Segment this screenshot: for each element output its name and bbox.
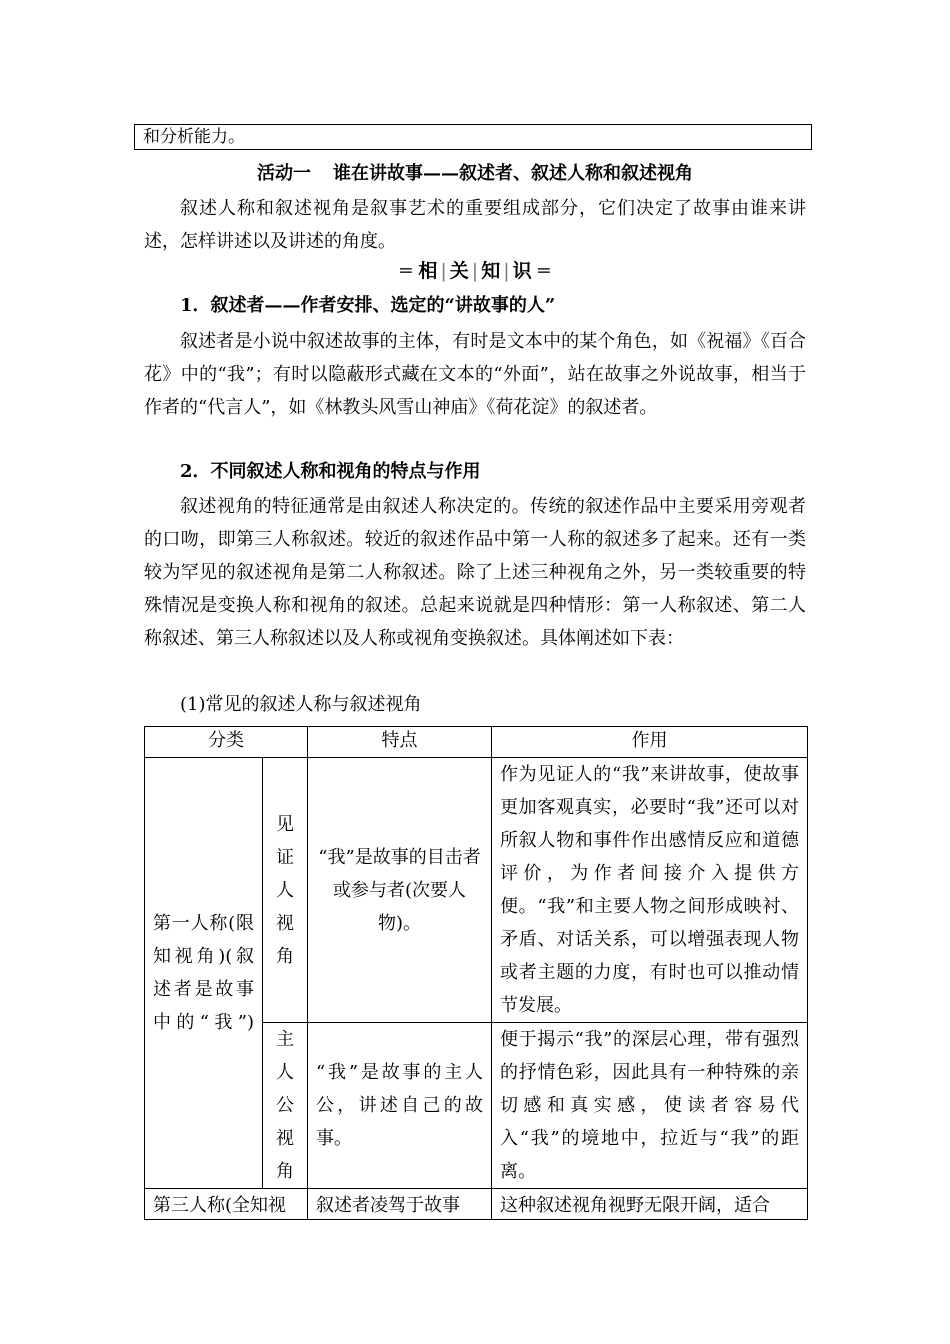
- top-box: [134, 124, 812, 150]
- effect-protagonist: 便于揭示“我”的深层心理，带有强烈的抒情色彩，因此具有一种特殊的亲切感和真实感，使读者容易代入“我”的境地中，拉近与“我”的距离。: [492, 1023, 808, 1189]
- intro-paragraph: 叙述人称和叙述视角是叙事艺术的重要组成部分，它们决定了故事由谁来讲述，怎样讲述以及讲述的角度。: [144, 198, 806, 252]
- sub-char: 角: [276, 1161, 294, 1182]
- table-row: [145, 1189, 808, 1220]
- paragraph-2: 叙述视角的特征通常是由叙述人称决定的。传统的叙述作品中主要采用旁观者的口吻，即第三人称叙述。较近的叙述作品中第一人称的叙述多了起来。还有一类较为罕见的叙述视角是第二人称叙述。除了上述三种视角之外，另一类较重要的特殊情况是变换人称和视角的叙述。总起来说就是四种情形：第一人称叙述、第二人称叙述、第三人称叙述以及人称或视角变换叙述。具体阐述如下表：: [144, 496, 806, 649]
- top-box-text: 和分析能力。: [143, 127, 245, 147]
- table-caption: (1)常见的叙述人称与叙述视角: [180, 694, 422, 715]
- feature-protagonist: “我”是故事的主人公，讲述自己的故事。: [308, 1023, 492, 1189]
- header-category: 分类: [145, 727, 308, 758]
- sub-protagonist: [263, 1023, 308, 1189]
- sub-char: 人: [276, 879, 294, 901]
- sub-char: 证: [276, 846, 294, 868]
- sub-witness: [263, 758, 308, 1023]
- third-person-feature-text: 叙述者凌驾于故事: [316, 1195, 460, 1216]
- sub-char: 视: [276, 912, 294, 934]
- section-char-2: 关: [449, 260, 469, 282]
- sub-char: 角: [276, 945, 294, 967]
- effect-witness: 作为见证人的“我”来讲故事，使故事更加客观真实，必要时“我”还可以对所叙人物和事件作出感情反应和道德评价，为作者间接介入提供方便。“我”和主要人物之间形成映衬、矛盾、对话关系，可以增强表现人物或者主题的力度，有时也可以推动情节发展。: [492, 758, 808, 1023]
- third-person-category-text: 第三人称(全知视: [153, 1195, 287, 1216]
- section-char-1: 相: [418, 260, 438, 282]
- sub-char: 见: [276, 813, 294, 835]
- third-person-feature: [308, 1189, 492, 1220]
- table-row: [145, 758, 808, 1023]
- section-char-3: 知: [481, 260, 501, 282]
- header-feature: 特点: [308, 727, 492, 758]
- third-person-effect: [492, 1189, 808, 1220]
- sub-char: 主: [276, 1029, 294, 1050]
- section-left-ornament: ═: [400, 260, 412, 282]
- heading-2: 2．不同叙述人称和视角的特点与作用: [180, 461, 481, 482]
- sub-char: 视: [276, 1128, 294, 1149]
- sub-char: 公: [276, 1095, 294, 1116]
- activity-subject: 谁在讲故事——叙述者、叙述人称和叙述视角: [333, 163, 693, 184]
- section-right-ornament: ═: [538, 260, 550, 282]
- section-label: ═ 相 | 关 | 知 | 识 ═: [400, 260, 550, 282]
- table-header-row: [145, 727, 808, 758]
- heading-1: 1．叙述者——作者安排、选定的“讲故事的人”: [180, 295, 556, 316]
- third-person-category: [145, 1189, 308, 1220]
- section-char-4: 识: [512, 260, 532, 282]
- feature-witness: “我”是故事的目击者或参与者(次要人物)。: [308, 758, 492, 1023]
- first-person-category: 第一人称(限知视角)(叙述者是故事中的“我”): [145, 758, 263, 1189]
- third-person-effect-text: 这种叙述视角视野无限开阔，适合: [500, 1195, 770, 1216]
- activity-label: 活动一: [257, 163, 311, 184]
- sub-char: 人: [276, 1062, 294, 1083]
- paragraph-1: 叙述者是小说中叙述故事的主体，有时是文本中的某个角色，如《祝福》《百合花》中的“我”；有时以隐蔽形式藏在文本的“外面”，站在故事之外说故事，相当于作者的“代言人”，如《林教头风雪山神庙》《荷花淀》的叙述者。: [144, 331, 806, 418]
- activity-title: [0, 160, 950, 188]
- narrative-table: [144, 726, 808, 1220]
- header-effect: 作用: [492, 727, 808, 758]
